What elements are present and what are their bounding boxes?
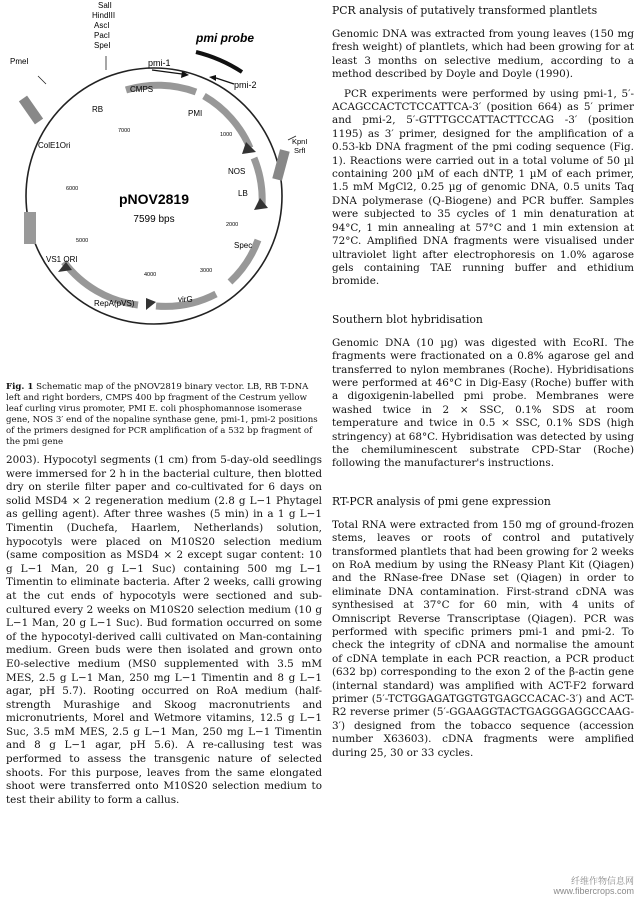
rb-label: RB — [92, 105, 104, 114]
tick-1000: 1000 — [220, 132, 233, 138]
pmi-probe-bar — [196, 52, 242, 72]
southern-paragraph-1: Genomic DNA (10 µg) was digested with EcoRI. The fragments were fractionated on a 0.8% agarose gel and transferred to nylon membranes (Roche). Hybridisations were performed at 46°C in Dig-Easy (Roche) buffer with a digoxigenin-labelled pmi probe. Membranes were washed twice in 2 × SSC, 0.1% SDS at room temperature and twice in 0.5 × SSC, 0.1% SDS (high stringency) at 68°C. Hybridisation was detected by using the chemiluminescent substrate CPD-Star (Roche) following the manufacturer's instructions. — [332, 336, 634, 470]
nos-arc — [254, 158, 262, 206]
site-paci: PacI — [94, 31, 111, 40]
pcr-paragraph-1: Genomic DNA was extracted from young leaves (150 mg fresh weight) of plantlets, which had been growing for at least 3 months on selective medium, according to a method described by Doyle and Doyle (1990). — [332, 28, 634, 81]
repa-label: RepA(pVS) — [94, 299, 135, 308]
plasmid-size: 7599 bps — [133, 214, 175, 225]
vs1-label: VS1 ORI — [46, 255, 78, 264]
probe-label: pmi probe — [196, 31, 255, 45]
section-heading-rtpcr: RT-PCR analysis of pmi gene expression — [332, 494, 551, 508]
nos-label: NOS — [228, 167, 246, 176]
tick-6000: 6000 — [66, 186, 79, 192]
section-heading-southern: Southern blot hybridisation — [332, 312, 483, 326]
watermark-line-1: 纤维作物信息网 — [570, 876, 634, 886]
section-heading-pcr: PCR analysis of putatively transformed plantlets — [332, 4, 598, 17]
site-pmei: PmeI — [10, 57, 29, 66]
tick-5000: 5000 — [76, 238, 89, 244]
primer-2-label: pmi-2 — [234, 80, 257, 90]
virg-label: virG — [178, 295, 193, 304]
plasmid-title: pNOV2819 — [118, 191, 190, 207]
pmi-label: PMI — [188, 109, 203, 118]
pmei-segment — [19, 96, 43, 125]
plasmid-figure — [6, 0, 322, 380]
primer-1-label: pmi-1 — [148, 58, 171, 68]
plasmid-map — [6, 0, 322, 380]
watermark-line-2: www.fibercrops.com — [553, 886, 634, 896]
watermark — [553, 876, 634, 896]
tick-3000: 3000 — [200, 268, 213, 274]
rtpcr-paragraph-1: Total RNA were extracted from 150 mg of ground-frozen stems, leaves or roots of control and putatively transformed plantlets that had been growing for 2 weeks on RoA medium by using the RNeasy Plant Kit (Qiagen) and the RNase-free DNase set (Qiagen) in order to eliminate DNA contamination. First-strand cDNA was synthesised at 37°C for 60 min, with 4 units of Omniscript Reverse Transcriptase (Qiagen). PCR was performed with specific primers pmi-1 and pmi-2. To check the integrity of cDNA and normalise the amount of cDNA template in each PCR reaction, a PCR product (632 bp) corresponding to the exon 2 of the β-actin gene (internal standard) was amplified with ACT-F2 forward primer (5′-TCTGGAGATGGTGTGAGCCACAC-3′) and ACT-R2 reverse primer (5′-GGAAGGTACTGAGGGAGGCCAAG-3′) designed from the tobacco sequence (accession number X63603). cDNA fragments were amplified during 25, 30 or 33 cycles. — [332, 518, 634, 759]
spec-label: Spec — [234, 241, 253, 250]
cmps-label: CMPS — [130, 85, 154, 94]
right-column — [332, 0, 634, 766]
cole1-segment — [24, 212, 36, 244]
cole1-label: ColE1Ori — [38, 141, 71, 150]
site-kpni: KpnI — [292, 137, 308, 146]
pcr-paragraph-2: PCR experiments were performed by using pmi-1, 5′-ACAGCCACTCTCCATTCA-3′ (position 664) as 5′ primer and pmi-2, 5′-GTTTGCCATTACTTCCAG -3′ (position 1195) as 3′ primer, designed for the amplification of a 0.53-kb DNA fragment of the pmi coding sequence (Fig. 1). Reactions were carried out in a total volume of 50 µl containing 200 µM of each dNTP, 1 µM of each primer, 1.5 mM MgCl2, 0.25 µg of genomic DNA, 0.5 units Taq DNA polymerase (Q-Biogene) and PCR buffer. Samples were subjected to 35 cycles of 1 min denaturation at 94°C, 1 min annealing at 57°C and 1 min extension at 72°C. Amplified DNA fragments were visualised under ultraviolet light after electrophoresis on 1.0% agarose gels containing TAE running buffer and ethidium bromide. — [332, 87, 634, 288]
site-srfi: SrfI — [294, 146, 306, 155]
site-spei: SpeI — [94, 41, 111, 50]
site-asci: AscI — [94, 21, 110, 30]
tick-7000: 7000 — [118, 128, 131, 134]
tick-4000: 4000 — [144, 272, 157, 278]
caption-text: Schematic map of the pNOV2819 binary vector. LB, RB T-DNA left and right borders, CMPS 400 bp fragment of the Cestrum yellow leaf curling virus promoter, PMI E. coli phosphomannose isomerase gene, NOS 3′ end of the nopaline synthase gene, pmi-1, pmi-2 positions of the primers designed for PCR amplification of a 532 bp fragment of the pmi gene — [6, 382, 318, 447]
left-body-text: 2003). Hypocotyl segments (1 cm) from 5-day-old seedlings were immersed for 2 h in the bacterial culture, then blotted dry on sterile filter paper and co-cultivated for 6 days on solid MSD4 × 2 regeneration medium (2.8 g L−1 Phytagel as gelling agent). After three washes (5 min) in a 1 g L−1 Timentin (Duchefa, Haarlem, Netherlands) solution, hypocotyls were placed on M10S20 selection medium (same composition as MSD4 × 2 except sugar content: 10 g L−1 Man, 20 g L−1 Suc) containing 500 mg L−1 Timentin to eliminate bacteria. After 2 weeks, calli growing at the cut ends of hypocotyls were sectioned and sub-cultured every 2 weeks on M10S20 selection medium (10 g L−1 Man, 20 g L−1 Suc). Bud formation occurred on some of the hypocotyl-derived calli cultivated on Man-containing medium. Green buds were then isolated and grown onto E0-selective medium (MS0 supplemented with 3.5 mM MES, 2.5 g L−1 Man, 250 mg L−1 Timentin and 8 g L−1 agar, pH 5.7). Rooting occurred on RoA medium (half-strength Murashige and Skoog macronutrients and micronutrients, Morel and Wetmore vitamins, 12.5 g L−1 Suc, 3.5 mM MES, 2.5 g L−1 Man, 250 mg L−1 Timentin and 8 g L−1 agar, pH 5.6). A re-callusing test was performed to assess the transgenic nature of selected shoots. For this purpose, leaves from the same elongated shoot were transferred onto M10S20 selection medium to test their ability to form a callus. — [6, 454, 322, 806]
figure-caption — [6, 382, 322, 448]
caption-label: Fig. 1 — [6, 382, 34, 392]
site-sali: SalI — [98, 1, 112, 10]
left-column — [6, 0, 322, 807]
tick-2000: 2000 — [226, 222, 239, 228]
lb-label: LB — [238, 189, 248, 198]
site-hindiii: HindIII — [92, 11, 116, 20]
